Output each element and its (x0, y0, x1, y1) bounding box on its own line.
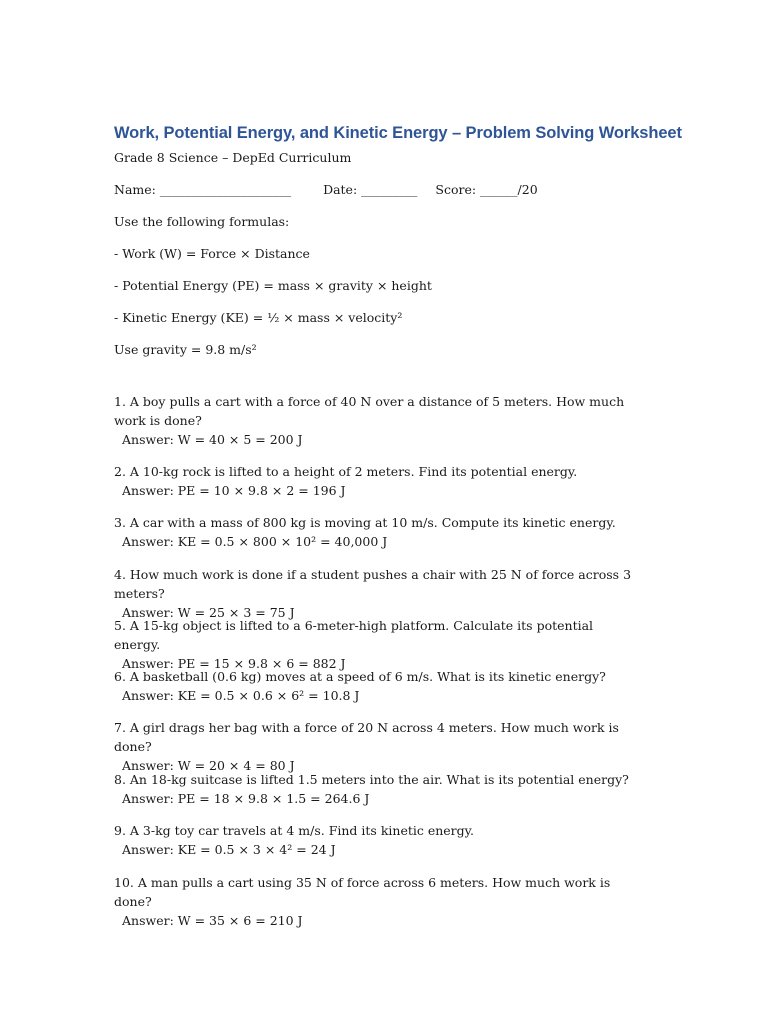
answer-text: Answer: W = 20 × 4 = 80 J (122, 758, 295, 773)
answer-text: Answer: W = 25 × 3 = 75 J (122, 605, 295, 620)
page-subtitle: Grade 8 Science – DepEd Curriculum (114, 150, 352, 165)
answer-text: Answer: KE = 0.5 × 3 × 4² = 24 J (122, 842, 336, 857)
score-field: Score: ______/20 (435, 182, 538, 197)
answer-text: Answer: W = 40 × 5 = 200 J (122, 432, 303, 447)
question-item (114, 821, 634, 859)
question-item (114, 667, 634, 705)
formula-kinetic-energy: - Kinetic Energy (KE) = ½ × mass × velocity² (114, 310, 403, 325)
answer-text: Answer: KE = 0.5 × 800 × 10² = 40,000 J (122, 534, 388, 549)
formula-work: - Work (W) = Force × Distance (114, 246, 310, 261)
question-text: 8. An 18-kg suitcase is lifted 1.5 meters into the air. What is its potential energy? (114, 772, 629, 787)
answer-text: Answer: PE = 10 × 9.8 × 2 = 196 J (122, 483, 346, 498)
answer-text: Answer: KE = 0.5 × 0.6 × 6² = 10.8 J (122, 688, 360, 703)
worksheet-page (114, 0, 682, 1024)
date-field: Date: _________ (323, 182, 418, 197)
question-item (114, 616, 634, 673)
student-info-row (114, 181, 538, 199)
question-text: 10. A man pulls a cart using 35 N of force across 6 meters. How much work is done? (114, 875, 611, 909)
answer-text: Answer: PE = 15 × 9.8 × 6 = 882 J (122, 656, 346, 671)
question-text: 7. A girl drags her bag with a force of 20 N across 4 meters. How much work is done? (114, 720, 619, 754)
question-text: 9. A 3-kg toy car travels at 4 m/s. Find its kinetic energy. (114, 823, 475, 838)
formula-potential-energy: - Potential Energy (PE) = mass × gravity × height (114, 278, 432, 293)
answer-text: Answer: W = 35 × 6 = 210 J (122, 913, 303, 928)
question-text: 1. A boy pulls a cart with a force of 40 N over a distance of 5 meters. How much work is done? (114, 394, 625, 428)
formulas-intro: Use the following formulas: (114, 214, 290, 229)
question-text: 4. How much work is done if a student pushes a chair with 25 N of force across 3 meters? (114, 567, 632, 601)
answer-text: Answer: PE = 18 × 9.8 × 1.5 = 264.6 J (122, 791, 370, 806)
question-item (114, 770, 634, 808)
question-item (114, 462, 634, 500)
gravity-note: Use gravity = 9.8 m/s² (114, 342, 257, 357)
page-title: Work, Potential Energy, and Kinetic Energy – Problem Solving Worksheet (114, 124, 682, 142)
question-item (114, 565, 634, 622)
question-text: 3. A car with a mass of 800 kg is moving at 10 m/s. Compute its kinetic energy. (114, 515, 616, 530)
question-item (114, 392, 634, 449)
name-field: Name: _____________________ (114, 182, 292, 197)
question-text: 2. A 10-kg rock is lifted to a height of 2 meters. Find its potential energy. (114, 464, 578, 479)
question-item (114, 718, 634, 775)
question-item (114, 513, 634, 551)
question-item (114, 873, 634, 930)
question-text: 5. A 15-kg object is lifted to a 6-meter-high platform. Calculate its potential energy. (114, 618, 594, 652)
question-text: 6. A basketball (0.6 kg) moves at a speed of 6 m/s. What is its kinetic energy? (114, 669, 606, 684)
